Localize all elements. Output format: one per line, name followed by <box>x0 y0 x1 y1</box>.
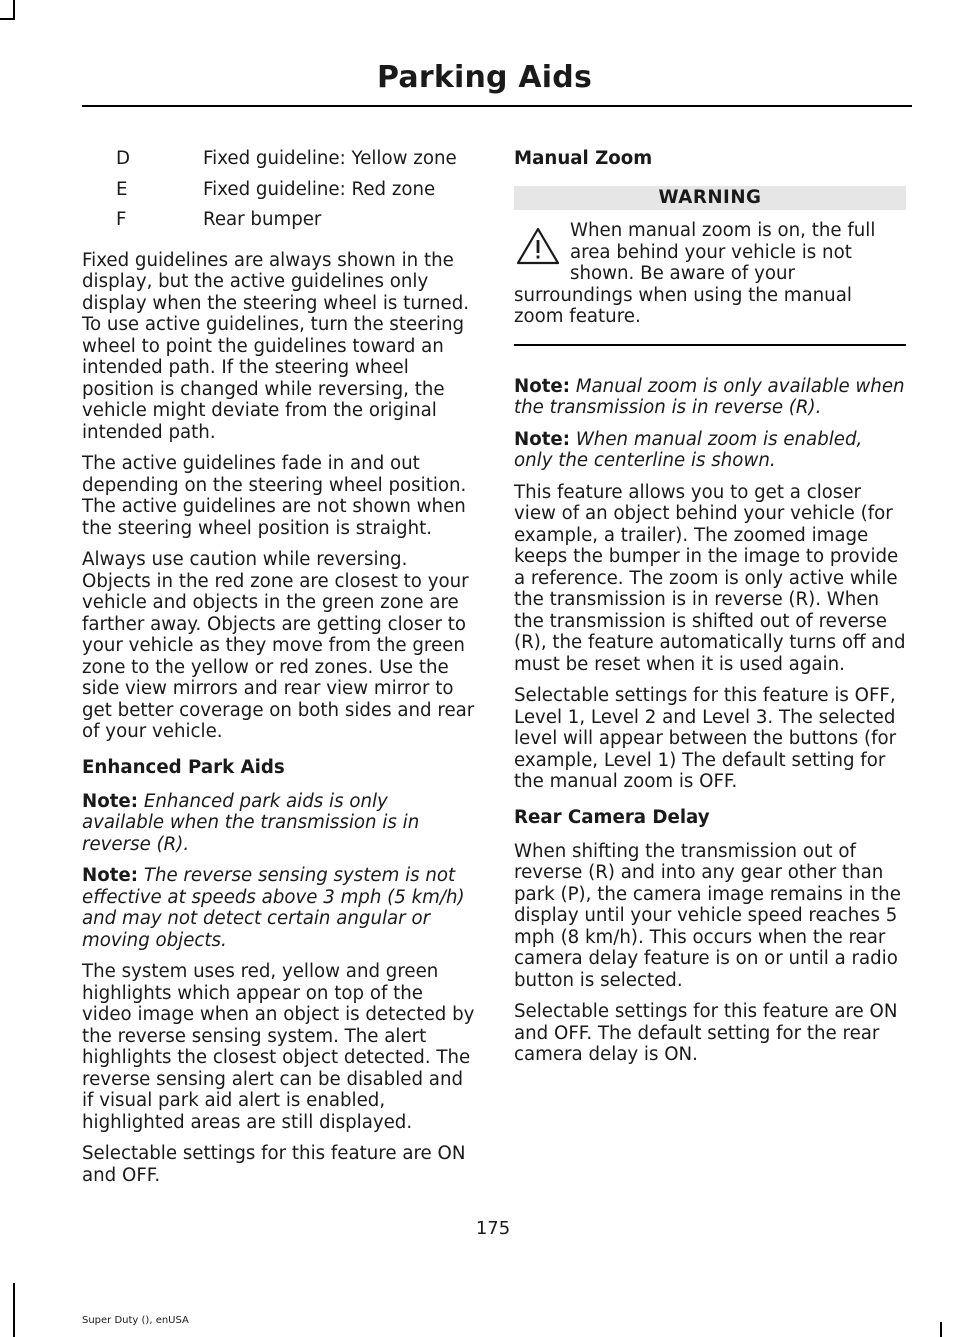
warning-triangle-icon <box>514 226 570 266</box>
paragraph-highlights: The system uses red, yellow and green highlights which appear on top of the video image when an object is detected by the reverse sensing system. The alert highlights the closest object detected. The reverse sensing alert can be disabled and if visual park aid alert is enabled, highlighted areas are still displayed. <box>82 961 475 1133</box>
warning-title: WARNING <box>514 186 906 210</box>
right-column <box>514 148 906 1076</box>
crop-mark-top-left-h <box>0 18 15 20</box>
paragraph-zoom-settings: Selectable settings for this feature is OFF, Level 1, Level 2 and Level 3. The selected level will appear between the buttons (for example, Level 1) The default setting for the manual zoom is OFF. <box>514 685 897 792</box>
heading-enhanced-park-aids: Enhanced Park Aids <box>82 756 285 778</box>
page-number: 175 <box>475 1218 511 1239</box>
legend-key: D <box>116 148 131 169</box>
legend-label: Fixed guideline: Yellow zone <box>203 148 457 169</box>
note-text: Enhanced park aids is only available when the transmission is in reverse (R). <box>82 790 420 855</box>
legend-row <box>82 209 475 240</box>
legend-key: F <box>116 209 127 230</box>
footer-book-info: Super Duty (), enUSA <box>82 1315 189 1326</box>
paragraph-active-guidelines: The active guidelines fade in and out depending on the steering wheel position. The active guidelines are not shown when the steering wheel position is straight. <box>82 453 467 539</box>
heading-rear-camera-delay: Rear Camera Delay <box>514 806 710 828</box>
warning-box <box>514 186 906 346</box>
legend-key: E <box>116 178 128 200</box>
crop-mark-top-left-v <box>13 0 15 20</box>
note-text: Manual zoom is only available when the transmission is in reverse (R). <box>514 375 905 418</box>
paragraph-settings-enhanced: Selectable settings for this feature are ON and OFF. <box>82 1143 466 1186</box>
heading-manual-zoom: Manual Zoom <box>514 148 653 169</box>
note-text: When manual zoom is enabled, only the centerline is shown. <box>514 428 863 471</box>
note-reverse-sensing <box>82 865 475 951</box>
legend-label: Fixed guideline: Red zone <box>203 178 436 200</box>
paragraph-caution: Always use caution while reversing. Objects in the red zone are closest to your vehicle and objects in the green zone are farther away. Objects are getting closer to your vehicle as they move from the green zone to the yellow or red zones. Use the side view mirrors and rear view mirror to get better coverage on both sides and rear of your vehicle. <box>82 549 475 742</box>
crop-mark-bottom-right-v <box>940 1322 942 1337</box>
note-centerline <box>514 429 906 472</box>
header-rule <box>82 105 912 107</box>
paragraph-rear-camera-settings: Selectable settings for this feature are ON and OFF. The default setting for the rear camera delay is ON. <box>514 1001 898 1065</box>
note-text: The reverse sensing system is not effective at speeds above 3 mph (5 km/h) and may not detect certain angular or moving objects. <box>82 865 465 951</box>
section-title: Parking Aids <box>377 60 592 95</box>
figure-legend <box>82 148 475 240</box>
note-label: Note: <box>514 428 571 450</box>
note-manual-zoom-reverse <box>514 376 906 419</box>
warning-text: When manual zoom is on, the full area behind your vehicle is not shown. Be aware of your surroundings when using the manual zoom feature. <box>514 220 876 327</box>
note-label: Note: <box>82 790 139 812</box>
note-enhanced-only-reverse <box>82 791 475 856</box>
note-label: Note: <box>514 375 571 397</box>
paragraph-fixed-guidelines: Fixed guidelines are always shown in the display, but the active guidelines only display when the steering wheel is turned. To use active guidelines, turn the steering wheel to point the guidelines toward an intended path. If the steering wheel position is changed while reversing, the vehicle might deviate from the original intended path. <box>82 249 470 443</box>
paragraph-rear-camera: When shifting the transmission out of reverse (R) and into any gear other than park (P), the camera image remains in the display until your vehicle speed reaches 5 mph (8 km/h). This occurs when the rear camera delay feature is on or until a radio button is selected. <box>514 840 901 991</box>
paragraph-zoom-feature: This feature allows you to get a closer view of an object behind your vehicle (for example, a trailer). The zoomed image keeps the bumper in the image to provide a reference. The zoom is only active while the transmission is in reverse (R). When the transmission is shifted out of reverse (R), the feature automatically turns off and must be reset when it is used again. <box>514 481 906 675</box>
left-column <box>82 148 475 1196</box>
legend-row <box>82 179 475 210</box>
note-label: Note: <box>82 865 139 886</box>
warning-body <box>514 220 906 328</box>
legend-label: Rear bumper <box>203 209 322 230</box>
legend-row <box>82 148 475 179</box>
crop-mark-bottom-left-v <box>13 1283 15 1337</box>
